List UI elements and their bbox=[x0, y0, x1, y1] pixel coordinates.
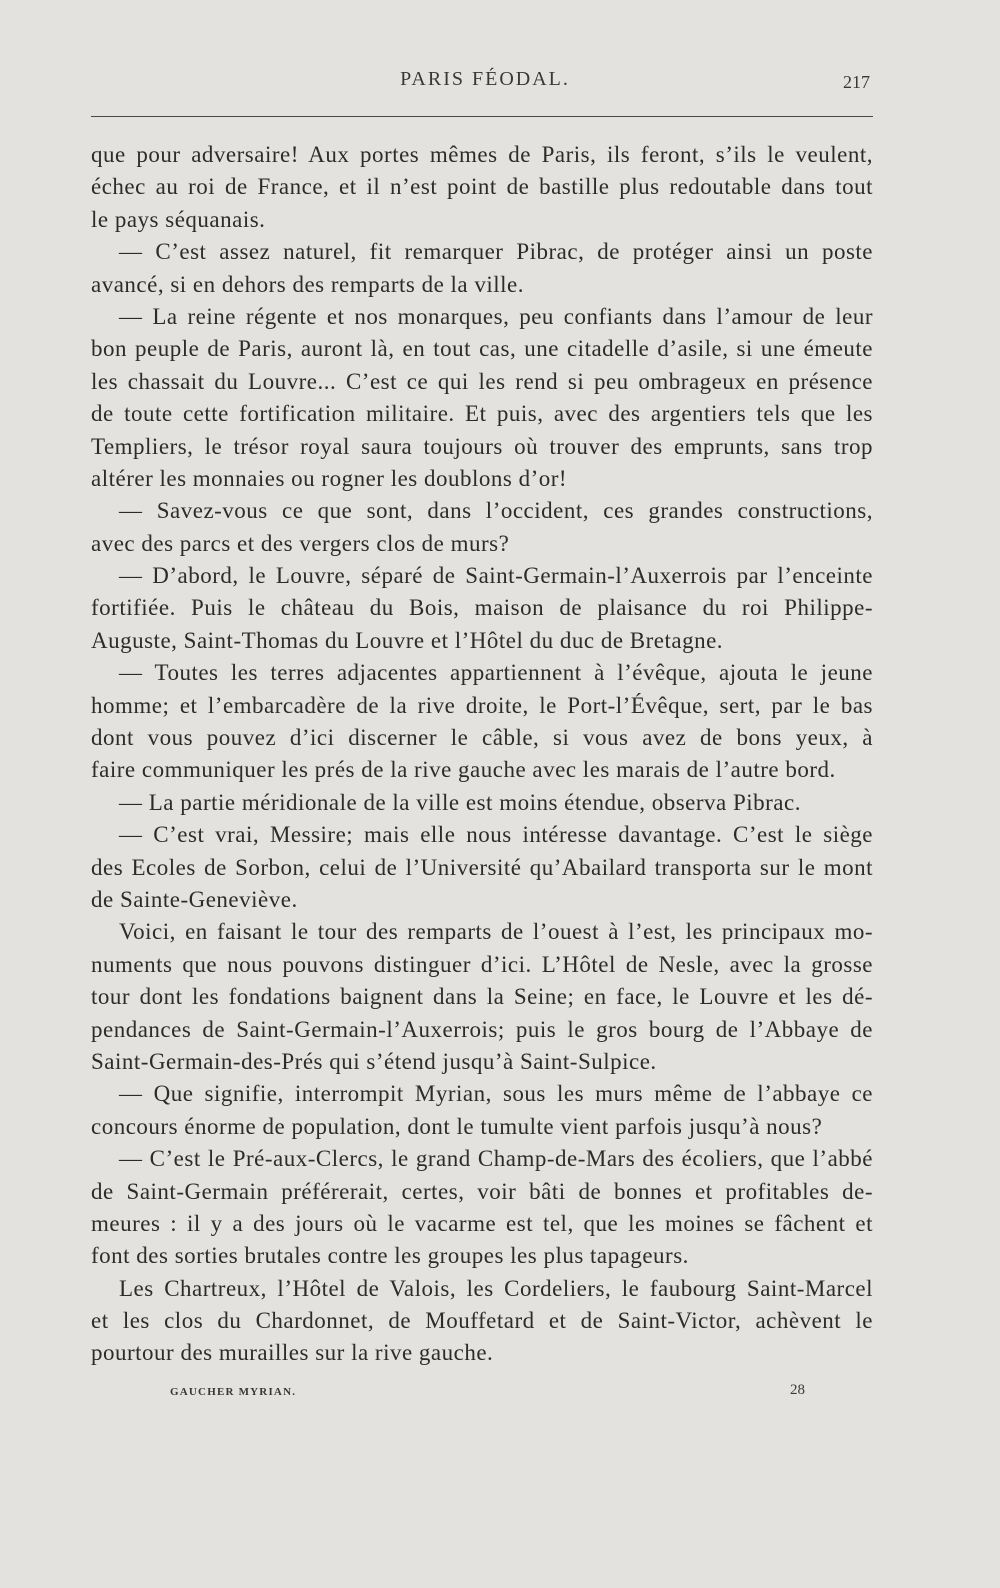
text-line: concours énorme de population, dont le tumulte vient parfois jusqu’à nous? bbox=[91, 1113, 823, 1139]
printer-signature: GAUCHER MYRIAN. bbox=[170, 1386, 297, 1398]
text-line: numents que nous pouvons distinguer d’ici. L’Hôtel de Nesle, avec la grosse bbox=[91, 951, 873, 977]
text-line: Auguste, Saint-Thomas du Louvre et l’Hôtel du duc de Bretagne. bbox=[91, 627, 724, 653]
text-line: bon peuple de Paris, auront là, en tout cas, une citadelle d’asile, si une émeute bbox=[91, 336, 873, 362]
page-footer bbox=[90, 1382, 880, 1406]
text-line: — C’est assez naturel, fit remarquer Pibrac, de protéger ainsi un poste bbox=[119, 239, 873, 265]
text-line: et les clos du Chardonnet, de Mouffetard et de Saint-Victor, achèvent le bbox=[91, 1308, 873, 1334]
text-line: de toute cette fortification militaire. Et puis, avec des argentiers tels que les bbox=[91, 401, 873, 427]
text-line: — La reine régente et nos monarques, peu confiants dans l’amour de leur bbox=[119, 303, 873, 329]
text-line: de Sainte-Geneviève. bbox=[91, 886, 298, 912]
text-line: — Toutes les terres adjacentes appartiennent à l’évêque, ajouta le jeune bbox=[119, 660, 873, 686]
text-line: échec au roi de France, et il n’est point de bastille plus redoutable dans tout bbox=[91, 174, 873, 200]
text-line: tour dont les fondations baignent dans la Seine; en face, le Louvre et les dé- bbox=[91, 984, 873, 1010]
header-rule bbox=[91, 116, 873, 117]
text-line: pendances de Saint-Germain-l’Auxerrois; puis le gros bourg de l’Abbaye de bbox=[91, 1016, 873, 1042]
text-line: — D’abord, le Louvre, séparé de Saint-Germain-l’Auxerrois par l’enceinte bbox=[119, 563, 873, 589]
text-line: Les Chartreux, l’Hôtel de Valois, les Cordeliers, le faubourg Saint-Marcel bbox=[119, 1275, 873, 1301]
text-line: altérer les monnaies ou rogner les doublons d’or! bbox=[91, 465, 568, 491]
text-line: meures : il y a des jours où le vacarme est tel, que les moines se fâchent et bbox=[91, 1210, 873, 1236]
text-line: fortifiée. Puis le château du Bois, maison de plaisance du roi Philippe- bbox=[91, 595, 873, 621]
sheet-number: 28 bbox=[790, 1382, 805, 1398]
text-line: faire communiquer les prés de la rive gauche avec les marais de l’autre bord. bbox=[91, 757, 836, 783]
page-number: 217 bbox=[843, 72, 870, 92]
text-line: avancé, si en dehors des remparts de la ville. bbox=[91, 271, 525, 297]
text-line: — C’est le Pré-aux-Clercs, le grand Champ-de-Mars des écoliers, que l’abbé bbox=[119, 1146, 873, 1172]
running-title: PARIS FÉODAL. bbox=[400, 68, 570, 90]
text-line: des Ecoles de Sorbon, celui de l’Université qu’Abailard transporta sur le mont bbox=[91, 854, 873, 880]
text-line: Voici, en faisant le tour des remparts de l’ouest à l’est, les principaux mo- bbox=[119, 919, 873, 945]
text-line: — C’est vrai, Messire; mais elle nous intéresse davantage. C’est le siège bbox=[119, 822, 873, 848]
text-line: — La partie méridionale de la ville est moins étendue, observa Pibrac. bbox=[119, 789, 801, 815]
body-text bbox=[91, 139, 873, 1370]
text-line: — Que signifie, interrompit Myrian, sous les murs même de l’abbaye ce bbox=[119, 1081, 873, 1107]
text-line: — Savez-vous ce que sont, dans l’occident, ces grandes constructions, bbox=[119, 498, 873, 524]
running-head bbox=[90, 68, 880, 98]
text-line: dont vous pouvez d’ici discerner le câble, si vous avez de bons yeux, à bbox=[91, 725, 873, 751]
text-line: de Saint-Germain préférerait, certes, voir bâti de bonnes et profitables de- bbox=[91, 1178, 873, 1204]
text-line: avec des parcs et des vergers clos de murs? bbox=[91, 530, 510, 556]
text-line: le pays séquanais. bbox=[91, 206, 266, 232]
text-line: pourtour des murailles sur la rive gauche. bbox=[91, 1340, 494, 1366]
text-line: homme; et l’embarcadère de la rive droite, le Port-l’Évêque, sert, par le bas bbox=[91, 692, 873, 718]
text-line: Saint-Germain-des-Prés qui s’étend jusqu’à Saint-Sulpice. bbox=[91, 1048, 657, 1074]
text-line: que pour adversaire! Aux portes mêmes de Paris, ils feront, s’ils le veulent, bbox=[91, 142, 873, 167]
text-line: font des sorties brutales contre les groupes les plus tapageurs. bbox=[91, 1243, 689, 1269]
text-line: Templiers, le trésor royal saura toujours où trouver des emprunts, sans trop bbox=[91, 433, 873, 459]
text-line: les chassait du Louvre... C’est ce qui les rend si peu ombrageux en présence bbox=[91, 368, 873, 394]
